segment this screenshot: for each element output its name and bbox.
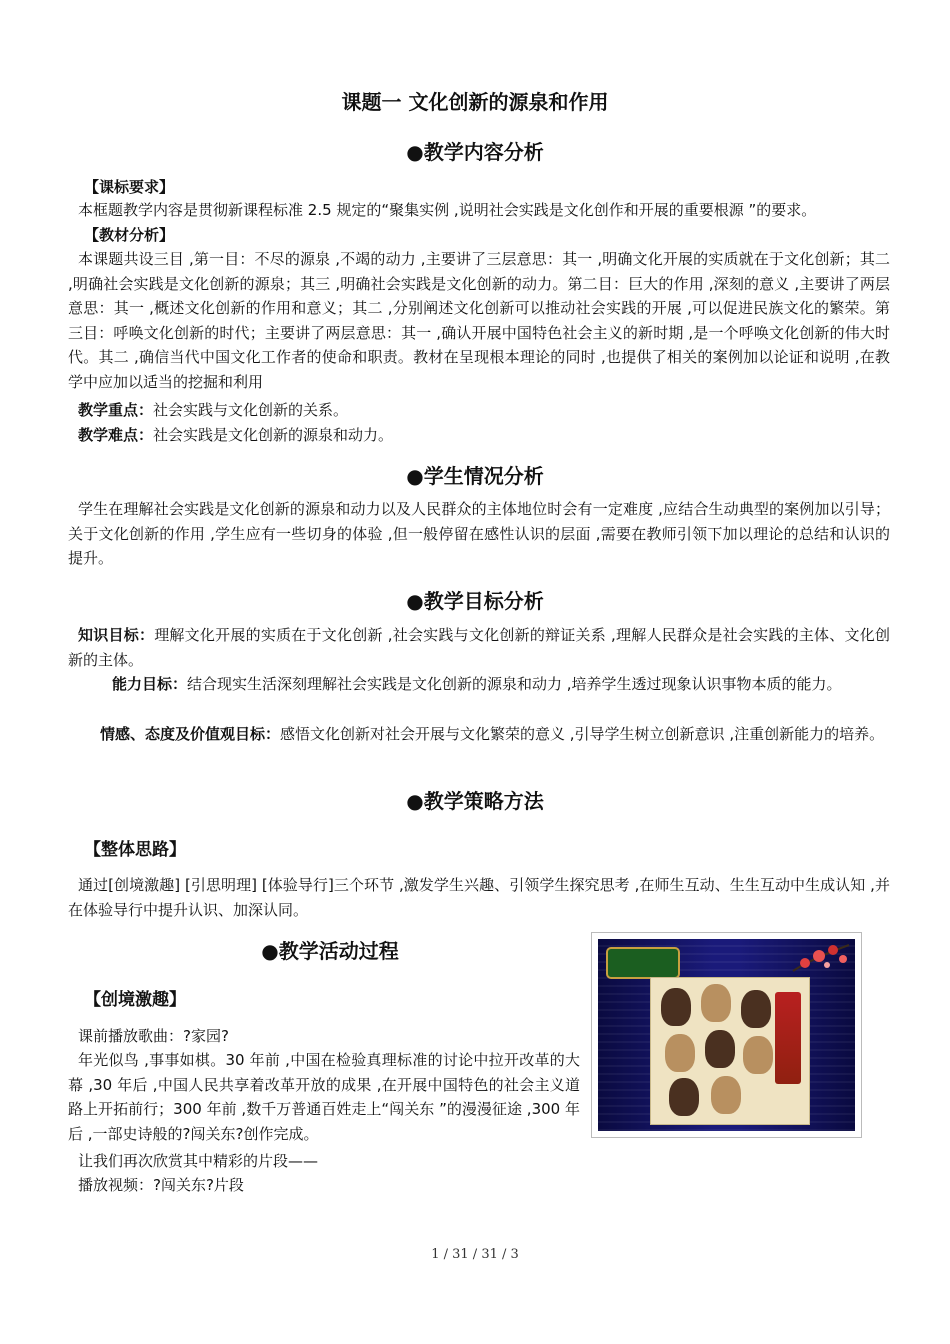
- activity-label: 【创境激趣】: [84, 990, 186, 1010]
- drama-poster-image: [591, 932, 862, 1138]
- emotion-goal-label: 情感、态度及价值观目标：: [100, 725, 281, 743]
- poster-title-graphic: [775, 992, 801, 1084]
- difficulty-point: [78, 423, 393, 447]
- student-analysis-text: 学生在理解社会实践是文化创新的源泉和动力以及人民群众的主体地位时会有一定难度 ,应结合生动典型的案例加以引导；关于文化创新的作用 ,学生应有一些切身的体验 ,但一般停留在感性认识的层面 ,需要在教师引领下加以理论的总结和认识的提升。: [68, 500, 890, 568]
- knowledge-goal: [68, 623, 890, 672]
- plum-blossom-decoration: [791, 941, 851, 975]
- key-point: [78, 398, 348, 422]
- knowledge-goal-label: 知识目标：: [78, 626, 155, 644]
- activity-line-2: 播放视频：?闯关东?片段: [78, 1176, 244, 1194]
- textbook-text: 本课题共设三目 ,第一目：不尽的源泉 ,不竭的动力 ,主要讲了三层意思：其一 ,明确文化开展的实质就在于文化创新；其二 ,明确社会实践是文化创新的源泉；其三 ,明确社会实践是文化创新的动力。第二目：巨大的作用 ,深刻的意义 ,主要讲了两层意思：其一 ,概述文化创新的作用和意义；其二 ,分别阐述文化创新可以推动社会实践的开展 ,可以促进民族文化的繁荣。第三目：呼唤文化创新的时代；主要讲了两层意思：其一 ,确认开展中国特色社会主义的新时期 ,是一个呼唤文化创新的伟大时代。其二 ,确信当代中国文化工作者的使命和职责。教材在呈现根本理论的同时 ,也提供了相关的案例加以论证和说明 ,在教学中应加以适当的挖掘和利用: [68, 250, 890, 391]
- activity-song: 课前播放歌曲：?家园?: [78, 1027, 229, 1045]
- activity-text: 年光似鸟 ,事事如棋。30 年前 ,中国在检验真理标准的讨论中拉开改革的大幕 ,30 年后 ,中国人民共享着改革开放的成果 ,在开展中国特色的社会主义道路上开拓前行；300 年前 ,数千万普通百姓走上“闯关东 ”的漫漫征途 ,300 年后 ,一部史诗般的?闯关东?创作完成。: [68, 1051, 580, 1143]
- overall-label: 【整体思路】: [84, 840, 186, 860]
- ability-goal-label: 能力目标：: [112, 675, 188, 693]
- difficulty-label: 教学难点：: [78, 426, 154, 444]
- curriculum-label: 【课标要求】: [84, 178, 175, 196]
- cast-portrait: [743, 1036, 773, 1074]
- emotion-goal: [68, 722, 890, 747]
- cast-portrait: [705, 1030, 735, 1068]
- ability-goal-text: 结合现实生活深刻理解社会实践是文化创新的源泉和动力 ,培养学生透过现象认识事物本质的能力。: [187, 675, 842, 693]
- textbook-label: 【教材分析】: [84, 226, 175, 244]
- poster-panel: [650, 977, 810, 1125]
- overall-text: 通过[创境激趣] [引思明理] [体验导行]三个环节 ,激发学生兴趣、引领学生探究思考 ,在师生互动、生生互动中生成认知 ,并在体验导行中提升认识、加深认同。: [68, 876, 890, 919]
- difficulty-text: 社会实践是文化创新的源泉和动力。: [153, 426, 394, 444]
- section-heading-process: ●教学活动过程: [261, 939, 399, 963]
- cast-portrait: [661, 988, 691, 1026]
- section-heading-strategy: ●教学策略方法: [406, 789, 544, 813]
- ability-goal: [68, 672, 890, 697]
- knowledge-goal-text: 理解文化开展的实质在于文化创新 ,社会实践与文化创新的辩证关系 ,理解人民群众是社会实践的主体、文化创新的主体。: [68, 626, 890, 669]
- section-heading-student-analysis: ●学生情况分析: [406, 464, 544, 488]
- cast-portrait: [701, 984, 731, 1022]
- cast-portrait: [711, 1076, 741, 1114]
- curriculum-text: 本框题教学内容是贯彻新课程标准 2.5 规定的“聚集实例 ,说明社会实践是文化创作和开展的重要根源 ”的要求。: [78, 201, 817, 219]
- activity-line-1: 让我们再次欣赏其中精彩的片段——: [78, 1152, 319, 1170]
- section-heading-goal-analysis: ●教学目标分析: [406, 589, 544, 613]
- cast-portrait: [669, 1078, 699, 1116]
- badge-graphic: [606, 947, 680, 979]
- key-point-label: 教学重点：: [78, 401, 154, 419]
- cast-portrait: [665, 1034, 695, 1072]
- poster-background: [598, 939, 855, 1131]
- section-heading-content-analysis: ●教学内容分析: [406, 140, 544, 164]
- page-title: 课题一 文化创新的源泉和作用: [341, 90, 609, 114]
- page-footer: 1 / 31 / 31 / 3: [431, 1247, 519, 1262]
- cast-portrait: [741, 990, 771, 1028]
- key-point-text: 社会实践与文化创新的关系。: [153, 401, 349, 419]
- emotion-goal-text: 感悟文化创新对社会开展与文化繁荣的意义 ,引导学生树立创新意识 ,注重创新能力的培养。: [280, 725, 885, 743]
